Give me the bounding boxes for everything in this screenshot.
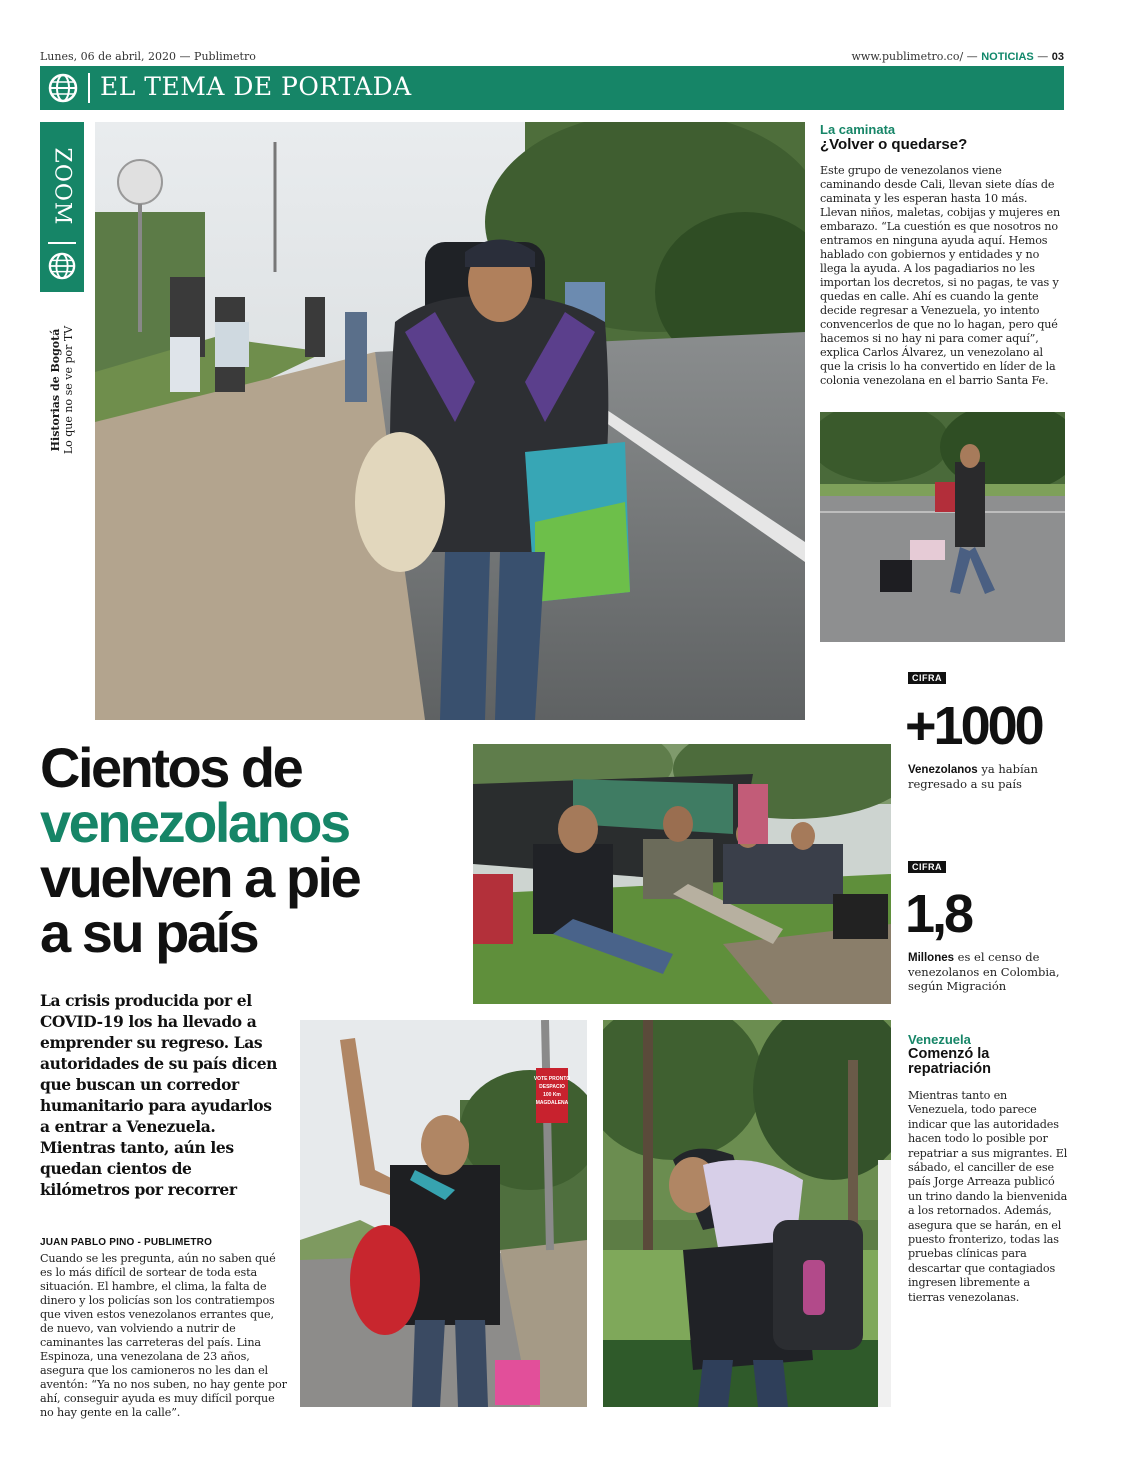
repatriation-body: Mientras tanto en Venezuela, todo parece indicar que las autoridades hacen todo lo posible por repatriar a sus migrantes. El sábado, el canciller de ese país Jorge Arreaza publicó un trino dando la bienvenida a los retornados. Además, asegura que se harán, en el puesto fronterizo, todas las pruebas clínicas para descartar que contagiados ingresen libremente a tierras venezolanas. <box>908 1089 1068 1304</box>
stat-caption-2 <box>908 950 1068 993</box>
road-sign-line: DESPACIO <box>539 1084 565 1090</box>
date-line: Lunes, 06 de abril, 2020 — Publimetro <box>40 50 256 63</box>
globe-icon <box>48 252 76 280</box>
sidebar-story <box>820 122 1065 388</box>
stat-caption-1-text: ya habían regresado a su país <box>908 762 1038 791</box>
stat-tag-1: CIFRA <box>908 672 946 684</box>
side-caption-subtitle: Lo que no se ve por TV <box>62 325 75 455</box>
road-sign-line: VOTE PRONTO <box>533 1076 571 1082</box>
section-banner <box>40 66 1064 110</box>
zoom-divider <box>48 242 76 244</box>
stat-number-1: +1000 <box>905 696 1042 756</box>
banner-title: EL TEMA DE PORTADA <box>100 72 412 101</box>
stat-caption-2-text: es el censo de venezolanos en Colombia, según Migración <box>908 950 1060 993</box>
headline-line-2: venezolanos <box>40 791 349 854</box>
byline: JUAN PABLO PINO - PUBLIMETRO <box>40 1237 213 1248</box>
side-caption-title: Historias de Bogotá <box>49 328 62 452</box>
photo-raised-fist <box>300 1020 587 1407</box>
top-line <box>40 50 1064 64</box>
zoom-label-wrap <box>40 136 84 236</box>
banner-divider <box>88 73 90 103</box>
stat-number-2: 1,8 <box>905 884 972 944</box>
repatriation-title: Comenzó la repatriación <box>908 1046 991 1077</box>
headline <box>40 736 480 964</box>
site-url[interactable]: www.publimetro.co/ <box>851 50 964 63</box>
road-sign-line: 100 Km <box>543 1092 561 1098</box>
headline-line-3: vuelven a pie <box>40 846 360 909</box>
page-number: 03 <box>1051 51 1064 63</box>
story-body: Cuando se les pregunta, aún no saben qué es lo más difícil de sortear de toda esta situación. El hambre, el clima, la falta de dinero y los policías son los contratiempos que viven estos venezolanos errantes que, de nuevo, van volviendo a nutrir de caminantes las carreteras del país. Lina Espinoza, una venezolana de 23 años, asegura que los camioneros no les dan el aventón: “Ya no nos suben, no hay gente por ahí, conseguir ayuda es muy difícil porque no hay gente en la calle”. <box>40 1252 287 1419</box>
sidebar-story-body: Este grupo de venezolanos viene caminando desde Cali, llevan siete días de caminata y les esperan hasta 10 más. Llevan niños, maletas, cobijas y mujeres en embarazo. “La cuestión es que nosotros no entramos en ninguna ayuda aquí. Hemos hablado con gobiernos y entidades y no llega la ayuda. A los pagadiarios no les importan los decretos, si no pagas, te vas y quedas en calle. Ahí es cuando la gente decide regresar a Venezuela, yo intento convencerlos de que no lo hagan, pero qué hacemos si no hay ni para comer aquí”, explica Carlos Álvarez, un venezolano al que la crisis lo ha convertido en líder de la colonia venezolana en el barrio Santa Fe. <box>820 164 1061 387</box>
lead-paragraph: La crisis producida por el COVID-19 los ha llevado a emprender su regreso. Las autoridades de su país dicen que buscan un corredor humanitario para ayudarlos a entrar a Venezuela. Mientras tanto, aún les quedan cientos de kilómetros por recorrer <box>40 991 278 1199</box>
photo-backpack-traveler <box>603 1020 891 1407</box>
zoom-tab <box>40 122 84 292</box>
main-photo-migrant-walking <box>95 122 805 720</box>
repatriation-story <box>908 1032 1068 1305</box>
stat-tag-2: CIFRA <box>908 861 946 873</box>
stat-caption-1-bold: Venezolanos <box>908 764 978 776</box>
section-name: NOTICIAS <box>981 51 1034 63</box>
photo-man-with-suitcase <box>820 412 1065 642</box>
headline-line-4: a su país <box>40 901 258 964</box>
photo-group-resting <box>473 744 891 1004</box>
stat-caption-2-bold: Millones <box>908 952 955 964</box>
zoom-label: ZOOM <box>49 147 75 225</box>
side-caption <box>40 300 84 480</box>
headline-line-1: Cientos de <box>40 736 302 799</box>
repatriation-label: Venezuela <box>908 1032 971 1047</box>
stat-caption-1 <box>908 762 1068 791</box>
road-sign-line: MAGDALENA <box>535 1100 569 1106</box>
globe-icon <box>48 73 78 103</box>
sidebar-story-label: La caminata <box>820 122 896 137</box>
sidebar-story-title: ¿Volver o quedarse? <box>820 136 968 153</box>
site-section-line: www.publimetro.co/ — NOTICIAS — 03 <box>851 50 1064 63</box>
